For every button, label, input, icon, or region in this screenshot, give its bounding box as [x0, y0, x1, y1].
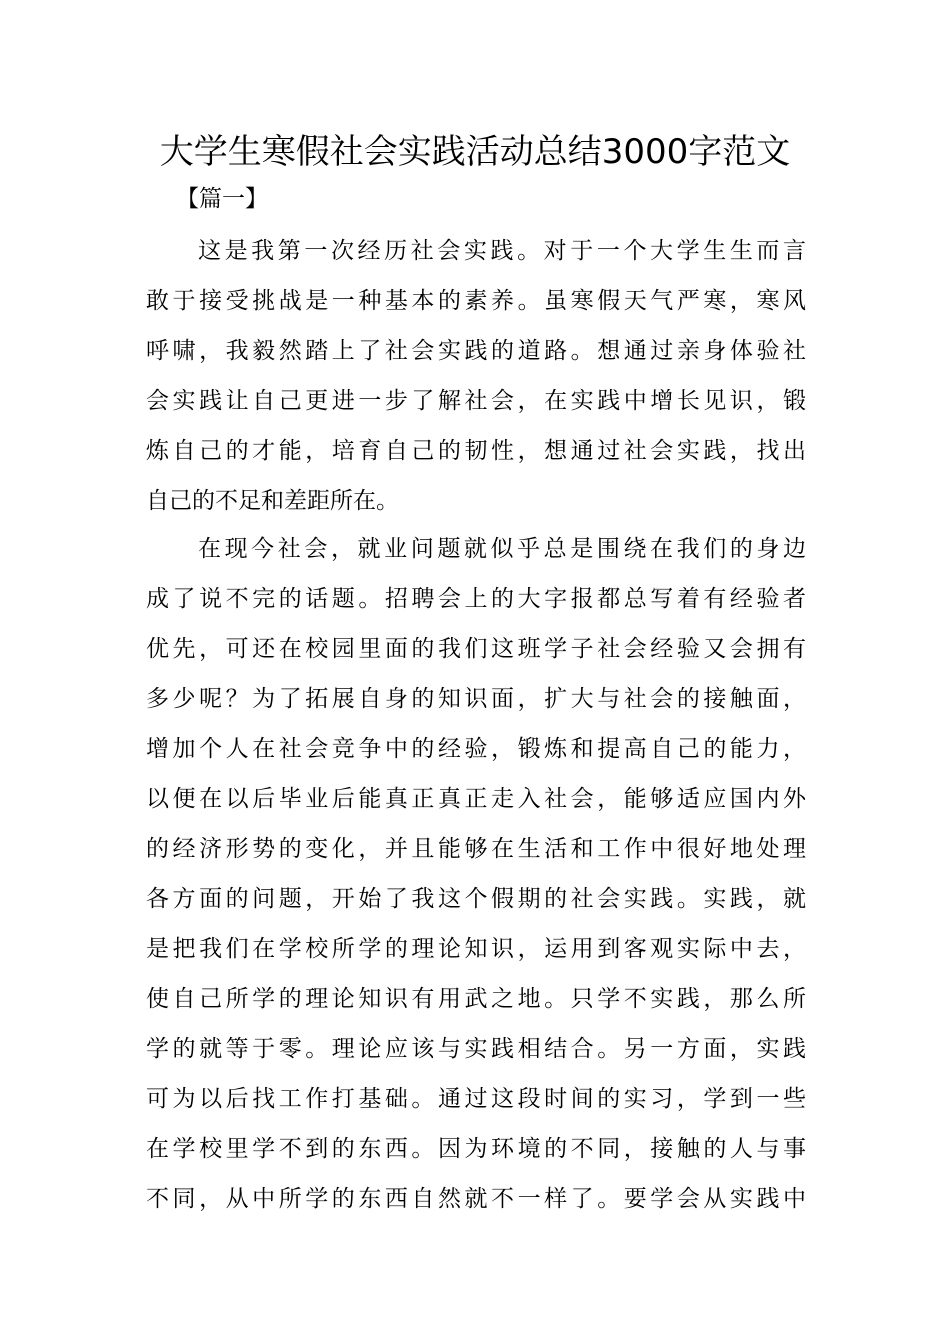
paragraph-line: 是把我们在学校所学的理论知识，运用到客观实际中去，: [146, 936, 806, 962]
paragraph-line: 以便在以后毕业后能真正真正走入社会，能够适应国内外: [146, 786, 806, 812]
paragraph-1: [146, 226, 806, 526]
paragraph-line: 可为以后找工作打基础。通过这段时间的实习，学到一些: [146, 1086, 806, 1112]
paragraph-line: 这是我第一次经历社会实践。对于一个大学生生而言: [198, 238, 806, 264]
paragraph-line: 的经济形势的变化，并且能够在生活和工作中很好地处理: [146, 836, 806, 862]
paragraph-line: 学的就等于零。理论应该与实践相结合。另一方面，实践: [146, 1036, 806, 1062]
paragraph-line: 使自己所学的理论知识有用武之地。只学不实践，那么所: [146, 986, 806, 1012]
paragraph-line: 在现今社会，就业问题就似乎总是围绕在我们的身边: [198, 536, 806, 562]
paragraph-2: [146, 524, 806, 1224]
paragraph-line: 会实践让自己更进一步了解社会，在实践中增长见识，锻: [146, 388, 806, 414]
paragraph-line: 各方面的问题，开始了我这个假期的社会实践。实践，就: [146, 886, 806, 912]
paragraph-line: 成了说不完的话题。招聘会上的大字报都总写着有经验者: [146, 586, 806, 612]
paragraph-line: 增加个人在社会竞争中的经验，锻炼和提高自己的能力，: [146, 736, 806, 762]
paragraph-line: 优先，可还在校园里面的我们这班学子社会经验又会拥有: [146, 636, 806, 662]
paragraph-line: 呼啸，我毅然踏上了社会实践的道路。想通过亲身体验社: [146, 338, 806, 364]
paragraph-line: 敢于接受挑战是一种基本的素养。虽寒假天气严寒，寒风: [146, 288, 806, 314]
paragraph-line: 炼自己的才能，培育自己的韧性，想通过社会实践，找出: [146, 438, 806, 464]
paragraph-line: 不同，从中所学的东西自然就不一样了。要学会从实践中: [146, 1186, 806, 1212]
paragraph-line: 多少呢？为了拓展自身的知识面，扩大与社会的接触面，: [146, 686, 806, 712]
paragraph-line: 在学校里学不到的东西。因为环境的不同，接触的人与事: [146, 1136, 806, 1162]
document-title: 大学生寒假社会实践活动总结3000字范文: [159, 132, 791, 172]
paragraph-line: 自己的不足和差距所在。: [146, 488, 399, 514]
section-label: 【篇一】: [176, 186, 268, 212]
